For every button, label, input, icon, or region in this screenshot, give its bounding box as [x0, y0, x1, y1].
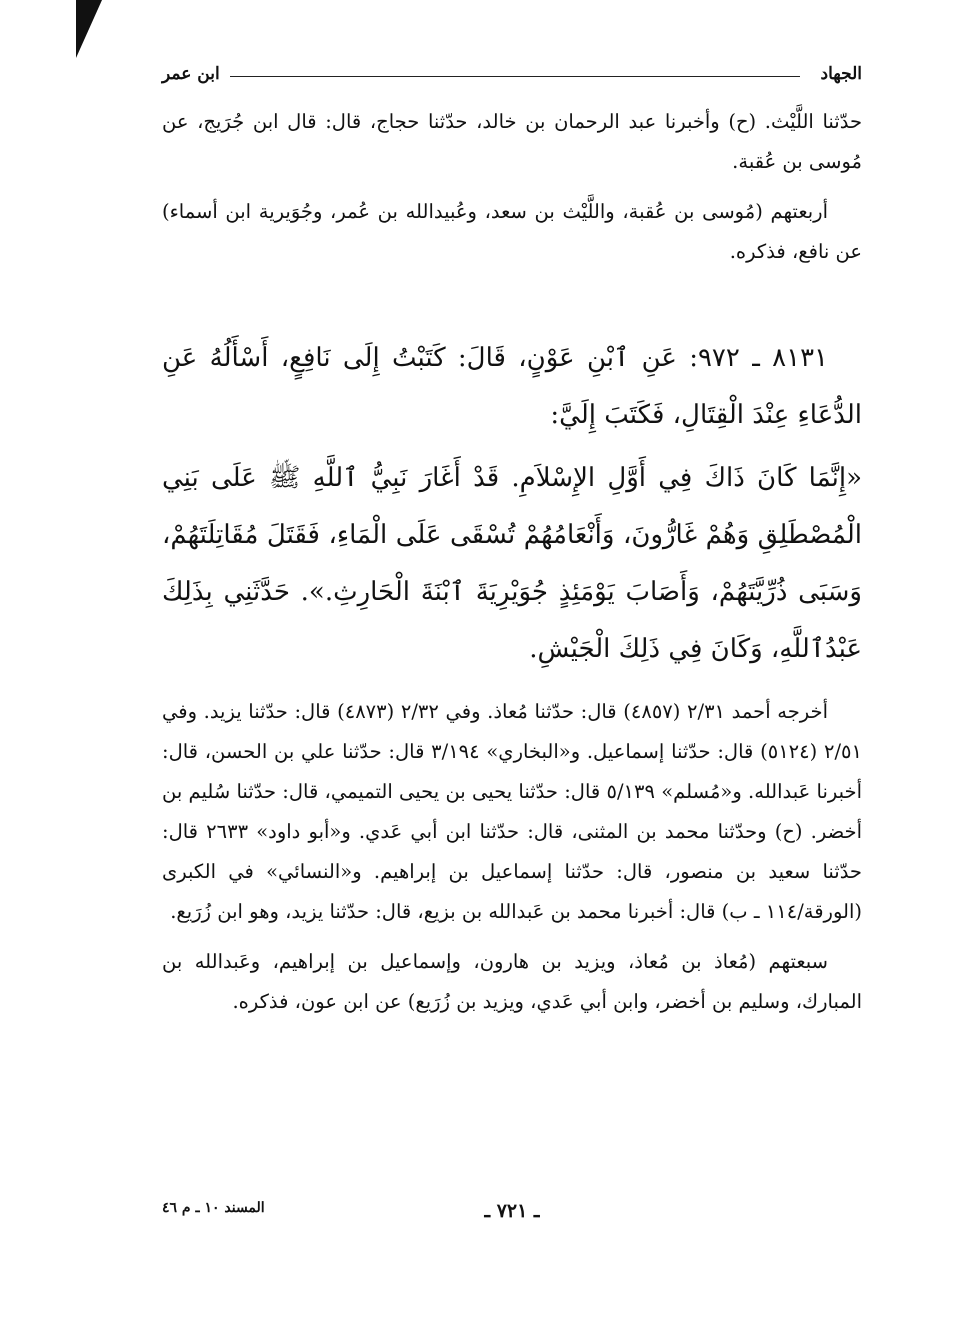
commentary-section [162, 692, 862, 1022]
volume-note: المسند ١٠ ـ م ٤٦ [162, 1200, 265, 1216]
page-corner-mark [76, 0, 102, 58]
takhrij-paragraph: أخرجه أحمد ٢/٣١ (٤٨٥٧) قال: حدّثنا مُعاذ. وفي ٢/٣٢ (٤٨٧٣) قال: حدّثنا يزيد. وفي ٢/٥١ (٥١٢٤) قال: حدّثنا إسماعيل. و«البخاري» ٣/١٩٤ قال: حدّثنا علي بن الحسن، قال: أخبرنا عَبدالله. و«مُسلم» ٥/١٣٩ قال: حدّثنا يحيى بن يحيى التميمي، قال: حدّثنا سُليم بن أخضر. (ح) وحدّثنا محمد بن المثنى، قال: حدّثنا ابن أبي عَدي. و«أبو داود» ٢٦٣٣ قال: حدّثنا سعيد بن منصور، قال: حدّثنا إسماعيل بن إبراهيم. و«النسائي» في الكبرى (الورقة/١١٤ ـ ب) قال: أخبرنا محمد بن عَبدالله بن بزيع، قال: حدّثنا يزيد، وهو ابن زُرَيع. [162, 700, 863, 923]
page-header [162, 62, 862, 92]
page-number: ـ ٧٢١ ـ [484, 1200, 540, 1222]
chain-section [162, 102, 862, 272]
conclusion-paragraph: سبعتهم (مُعاذ بن مُعاذ، ويزيد بن هارون، وإسماعيل بن إبراهيم، وعَبدالله بن المبارك، وسليم بن أخضر، وابن أبي عَدي، ويزيد بن زُرَيع) عن ابن عون، فذكره. [162, 950, 862, 1013]
hadith-intro: ٨١٣١ ـ ٩٧٢: عَنِ ٱبْنِ عَوْنٍ، قَالَ: كَتَبْتُ إِلَى نَافِعٍ، أَسْأَلُهُ عَنِ الدُّعَاءِ عِنْدَ الْقِتَالِ، فَكَتَبَ إِلَيَّ: [162, 343, 862, 430]
hadith-text: «إِنَّمَا كَانَ ذَاكَ فِي أَوَّلِ الإِسْلاَمِ. قَدْ أَغَارَ نَبِيُّ ٱللَّهِ ﷺ عَلَى بَنِي الْمُصْطَلِقِ وَهُمْ غَارُّونَ، وَأَنْعَامُهُمْ تُسْقَى عَلَى الْمَاءِ، فَقَتَلَ مُقَاتِلَتَهُمْ، وَسَبَى ذُرِّيَّتَهُمْ، وَأَصَابَ يَوْمَئِذٍ جُوَيْرِيَةَ ٱبْنَةَ الْحَارِثِ.». حَدَّثَنِي بِذَلِكَ عَبْدُٱللَّهِ، وَكَانَ فِي ذَلِكَ الْجَيْشِ. [162, 463, 862, 664]
page-footer [162, 1200, 862, 1230]
chain-paragraph: حدّثنا اللَّيْث. (ح) وأخبرنا عبد الرحمان بن خالد، حدّثنا حجاج، قال: قال ابن جُرَيج، عن مُوسى بن عُقبة. [162, 110, 862, 173]
header-rule [230, 76, 800, 77]
hadith-section [162, 330, 862, 678]
chapter-title: الجهاد [820, 64, 862, 84]
summary-paragraph: أربعتهم (مُوسى بن عُقبة، واللَّيْث بن سعد، وعُبيدالله بن عُمر، وجُوَيرية ابن أسماء) عن نافع، فذكره. [162, 200, 862, 263]
narrator-title: ابن عمر [162, 64, 220, 84]
